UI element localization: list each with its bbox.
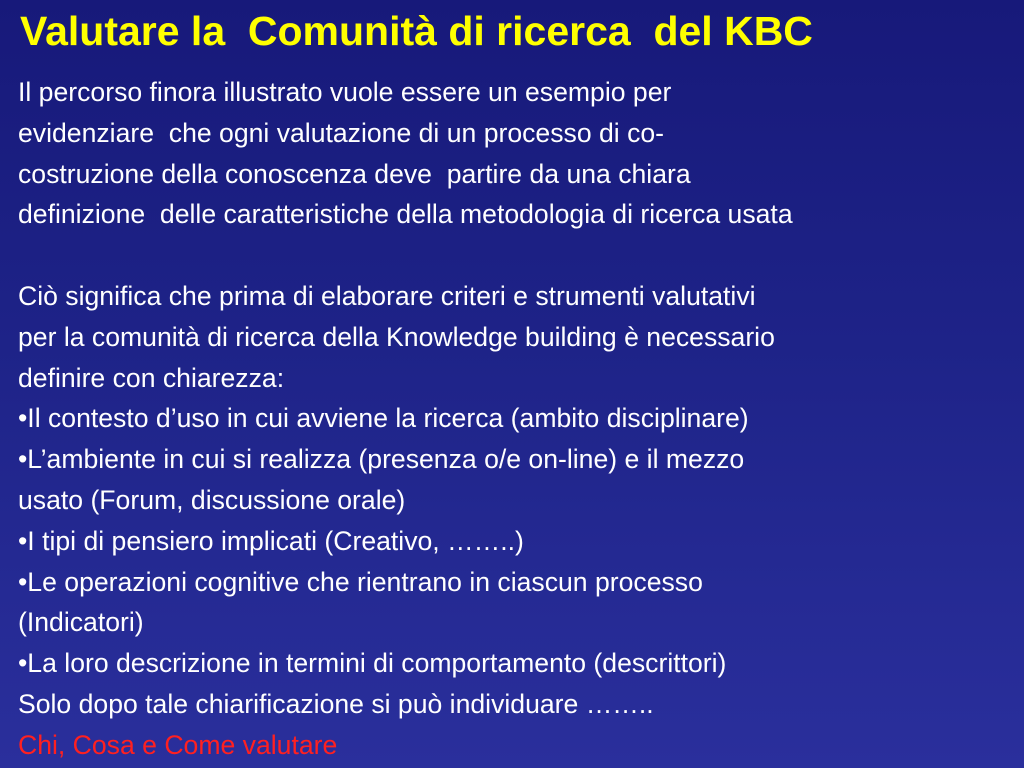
paragraph-1-line-3: costruzione della conoscenza deve partire da una chiara [18,158,691,189]
paragraph-1-line-4: definizione delle caratteristiche della metodologia di ricerca usata [18,199,793,230]
bullet-line: •Il contesto d’uso in cui avviene la ricerca (ambito disciplinare) [18,403,749,434]
slide-title: Valutare la Comunità di ricerca del KBC [20,8,813,54]
paragraph-2-line-3: definire con chiarezza: [18,362,285,393]
closing-line: Solo dopo tale chiarificazione si può individuare …….. [18,688,654,719]
paragraph-2-line-2: per la comunità di ricerca della Knowledge building è necessario [18,321,775,352]
paragraph-1-line-2: evidenziare che ogni valutazione di un processo di co- [18,117,665,148]
paragraph-2-line-1: Ciò significa che prima di elaborare criteri e strumenti valutativi [18,280,756,311]
highlight-line: Chi, Cosa e Come valutare [18,729,338,760]
bullet-line: usato (Forum, discussione orale) [18,484,406,515]
bullet-line: •La loro descrizione in termini di comportamento (descrittori) [18,648,727,679]
paragraph-spacer [18,235,1018,276]
slide-body [18,72,1018,766]
bullet-line: •I tipi di pensiero implicati (Creativo, ……..) [18,525,524,556]
paragraph-1-line-1: Il percorso finora illustrato vuole essere un esempio per [18,77,672,107]
bullet-line: •L’ambiente in cui si realizza (presenza o/e on-line) e il mezzo [18,444,745,475]
bullet-line: (Indicatori) [18,607,144,638]
bullet-line: •Le operazioni cognitive che rientrano in ciascun processo [18,566,703,597]
